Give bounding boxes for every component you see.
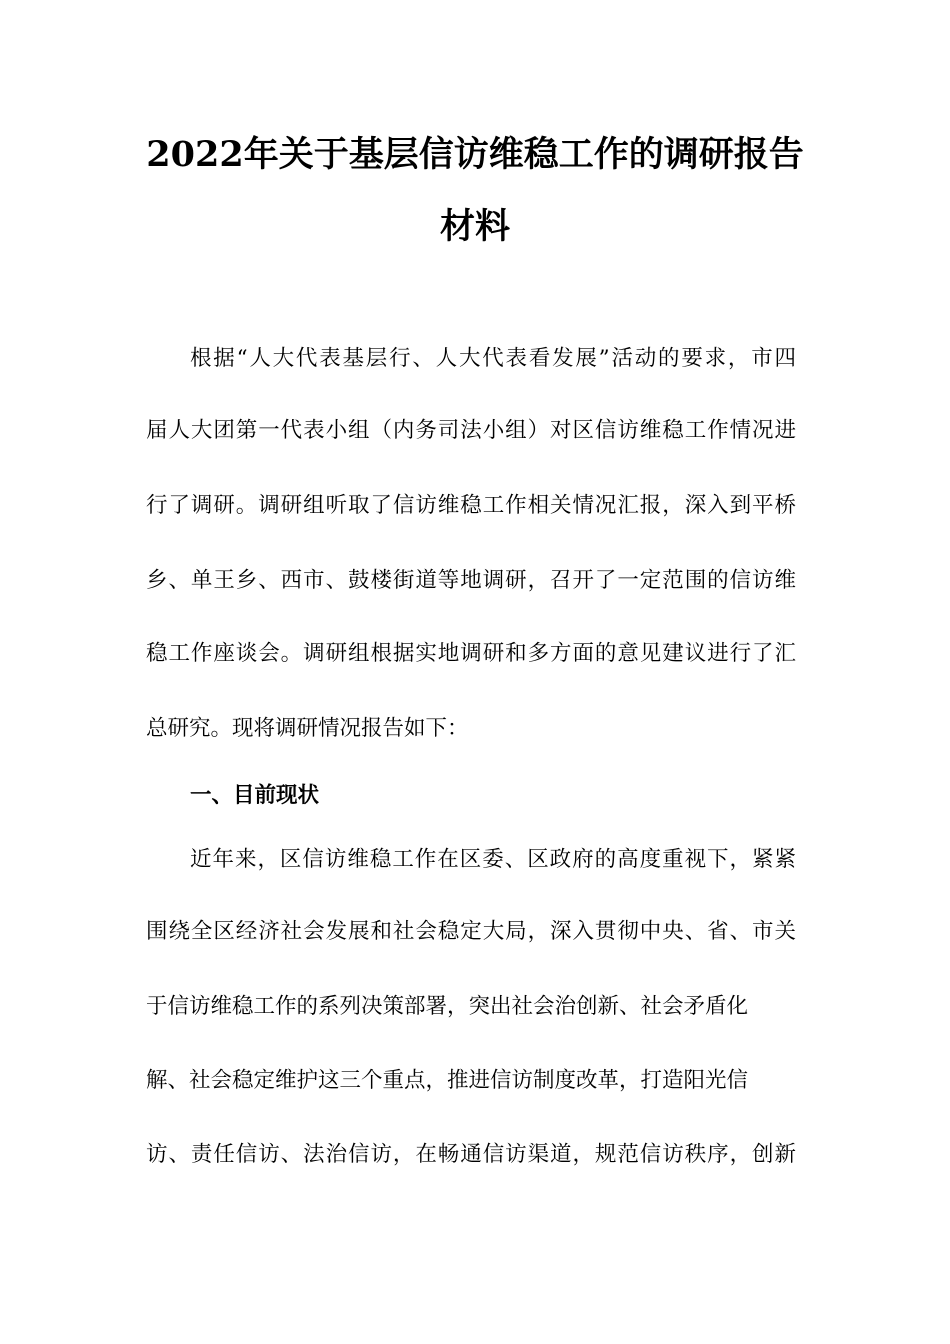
paragraph-1-line-5: 稳工作座谈会。调研组根据实地调研和多方面的意见建议进行了汇: [146, 641, 796, 666]
paragraph-2-line-2: 围绕全区经济社会发展和社会稳定大局，深入贯彻中央、省、市关: [146, 919, 796, 944]
paragraph-2-line-3: 于信访维稳工作的系列决策部署，突出社会治创新、社会矛盾化: [146, 994, 749, 1019]
paragraph-2-line-5: 访、责任信访、法治信访，在畅通信访渠道，规范信访秩序，创新: [146, 1142, 796, 1167]
paragraph-1-line-4: 乡、单王乡、西市、鼓楼街道等地调研，召开了一定范围的信访维: [146, 568, 796, 593]
document-title-line-1: 2022年关于基层信访维稳工作的调研报告: [146, 134, 804, 175]
paragraph-1-line-1: 根据“人大代表基层行、人大代表看发展”活动的要求，市四: [190, 346, 796, 371]
document-title-line-2: 材料: [439, 206, 510, 247]
paragraph-1-line-6: 总研究。现将调研情况报告如下：: [146, 716, 469, 741]
paragraph-2-line-4: 解、社会稳定维护这三个重点，推进信访制度改革，打造阳光信: [146, 1068, 749, 1093]
paragraph-2-line-1: 近年来，区信访维稳工作在区委、区政府的高度重视下，紧紧: [190, 847, 796, 872]
section-heading-1: 一、目前现状: [190, 783, 320, 808]
paragraph-1-line-3: 行了调研。调研组听取了信访维稳工作相关情况汇报，深入到平桥: [146, 493, 796, 518]
paragraph-1-line-2: 届人大团第一代表小组（内务司法小组）对区信访维稳工作情况进: [146, 418, 796, 443]
